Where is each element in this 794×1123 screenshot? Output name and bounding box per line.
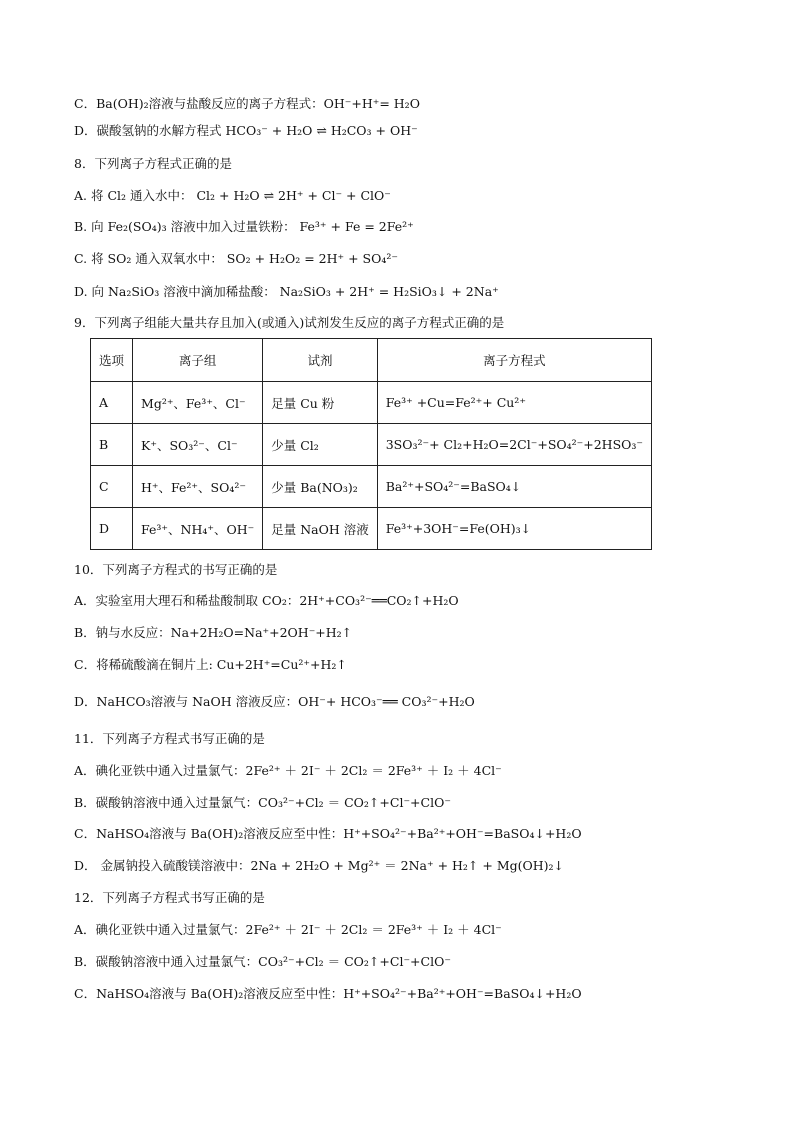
line-q10-c: C．将稀硫酸滴在铜片上: Cu+2H⁺=Cu²⁺+H₂↑: [74, 657, 347, 672]
line-q7-c: C．Ba(OH)₂溶液与盐酸反应的离子方程式：OH⁻+H⁺= H₂O: [74, 96, 420, 111]
table-header-row: [91, 339, 652, 382]
header-equation: 离子方程式: [377, 339, 651, 382]
header-option: 选项: [91, 339, 133, 382]
line-q10-a: A．实验室用大理石和稀盐酸制取 CO₂：2H⁺+CO₃²⁻══CO₂↑+H₂O: [74, 593, 459, 608]
question-11: 11．下列离子方程式书写正确的是: [74, 731, 265, 746]
cell-option: D: [91, 508, 133, 550]
line-q8-c: C. 将 SO₂ 通入双氧水中： SO₂ + H₂O₂ = 2H⁺ + SO₄²⁻: [74, 251, 398, 266]
cell-equation: Fe³⁺+3OH⁻=Fe(OH)₃↓: [377, 508, 651, 550]
line-q11-c: C．NaHSO₄溶液与 Ba(OH)₂溶液反应至中性：H⁺+SO₄²⁻+Ba²⁺+OH⁻=BaSO₄↓+H₂O: [74, 826, 582, 841]
line-q12-a: A．碘化亚铁中通入过量氯气：2Fe²⁺ ＋ 2I⁻ ＋ 2Cl₂ ＝ 2Fe³⁺ ＋ I₂ ＋ 4Cl⁻: [74, 922, 502, 937]
cell-option: C: [91, 466, 133, 508]
line-q7-d: D．碳酸氢钠的水解方程式 HCO₃⁻ + H₂O ⇌ H₂CO₃ + OH⁻: [74, 123, 418, 138]
question-9: 9．下列离子组能大量共存且加入(或通入)试剂发生反应的离子方程式正确的是: [74, 315, 505, 330]
cell-equation: 3SO₃²⁻+ Cl₂+H₂O=2Cl⁻+SO₄²⁻+2HSO₃⁻: [377, 424, 651, 466]
line-q10-b: B．钠与水反应：Na+2H₂O=Na⁺+2OH⁻+H₂↑: [74, 625, 353, 640]
line-q8-d: D. 向 Na₂SiO₃ 溶液中滴加稀盐酸： Na₂SiO₃ + 2H⁺ = H₂SiO₃↓ + 2Na⁺: [74, 284, 499, 299]
table-row: [91, 424, 652, 466]
cell-ion-group: Fe³⁺、NH₄⁺、OH⁻: [133, 508, 263, 550]
question-10: 10．下列离子方程式的书写正确的是: [74, 562, 278, 577]
line-q10-d: D．NaHCO₃溶液与 NaOH 溶液反应：OH⁻+ HCO₃⁻══ CO₃²⁻+H₂O: [74, 694, 475, 709]
cell-option: A: [91, 382, 133, 424]
line-q8-a: A. 将 Cl₂ 通入水中： Cl₂ + H₂O ⇌ 2H⁺ + Cl⁻ + ClO⁻: [74, 188, 391, 203]
table-row: [91, 466, 652, 508]
cell-ion-group: H⁺、Fe²⁺、SO₄²⁻: [133, 466, 263, 508]
line-q11-b: B．碳酸钠溶液中通入过量氯气：CO₃²⁻+Cl₂ ＝ CO₂↑+Cl⁻+ClO⁻: [74, 795, 451, 810]
cell-equation: Ba²⁺+SO₄²⁻=BaSO₄↓: [377, 466, 651, 508]
cell-reagent: 足量 Cu 粉: [263, 382, 378, 424]
table-row: [91, 508, 652, 550]
cell-equation: Fe³⁺ +Cu=Fe²⁺+ Cu²⁺: [377, 382, 651, 424]
question-12: 12．下列离子方程式书写正确的是: [74, 890, 265, 905]
line-q8-b: B. 向 Fe₂(SO₄)₃ 溶液中加入过量铁粉： Fe³⁺ + Fe = 2Fe²⁺: [74, 219, 414, 234]
ion-table: [90, 338, 652, 550]
cell-option: B: [91, 424, 133, 466]
header-ion-group: 离子组: [133, 339, 263, 382]
question-8: 8．下列离子方程式正确的是: [74, 156, 232, 171]
cell-reagent: 少量 Ba(NO₃)₂: [263, 466, 378, 508]
line-q12-b: B．碳酸钠溶液中通入过量氯气：CO₃²⁻+Cl₂ ＝ CO₂↑+Cl⁻+ClO⁻: [74, 954, 451, 969]
line-q11-d: D． 金属钠投入硫酸镁溶液中：2Na + 2H₂O + Mg²⁺ ＝ 2Na⁺ + H₂↑ + Mg(OH)₂↓: [74, 858, 565, 873]
line-q12-c: C．NaHSO₄溶液与 Ba(OH)₂溶液反应至中性：H⁺+SO₄²⁻+Ba²⁺+OH⁻=BaSO₄↓+H₂O: [74, 986, 582, 1001]
cell-ion-group: K⁺、SO₃²⁻、Cl⁻: [133, 424, 263, 466]
cell-reagent: 少量 Cl₂: [263, 424, 378, 466]
line-q11-a: A．碘化亚铁中通入过量氯气：2Fe²⁺ ＋ 2I⁻ ＋ 2Cl₂ ＝ 2Fe³⁺ ＋ I₂ ＋ 4Cl⁻: [74, 763, 502, 778]
header-reagent: 试剂: [263, 339, 378, 382]
table-row: [91, 382, 652, 424]
cell-reagent: 足量 NaOH 溶液: [263, 508, 378, 550]
cell-ion-group: Mg²⁺、Fe³⁺、Cl⁻: [133, 382, 263, 424]
